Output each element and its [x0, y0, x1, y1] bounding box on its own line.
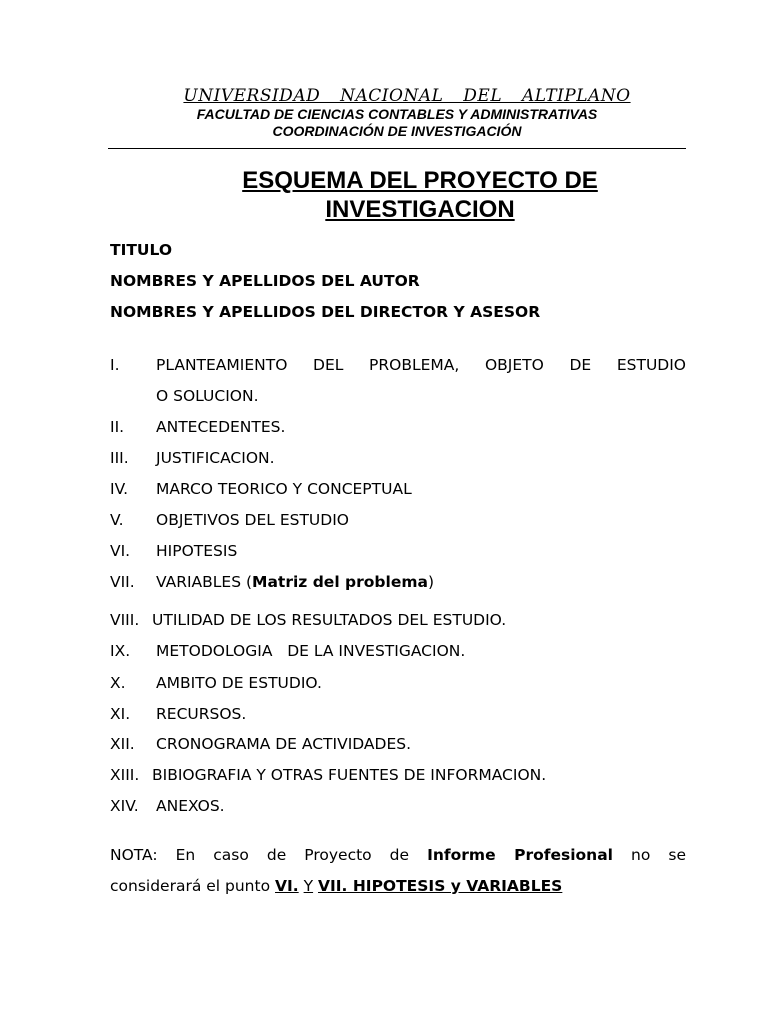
note-prefix: NOTA: En caso de Proyecto de — [110, 846, 410, 864]
header-divider — [108, 148, 686, 149]
document-header — [108, 86, 686, 140]
item-text: RECURSOS. — [156, 705, 247, 723]
item-number: VI. — [110, 542, 131, 560]
item-text: METODOLOGIA DE LA INVESTIGACION. — [156, 642, 466, 660]
item-number: IV. — [110, 480, 129, 498]
field-autor: NOMBRES Y APELLIDOS DEL AUTOR — [110, 272, 420, 290]
field-titulo: TITULO — [110, 241, 172, 259]
item-text: PLANTEAMIENTO DEL PROBLEMA, OBJETO DE ESTUDIO — [156, 356, 686, 374]
note-line-1 — [110, 840, 686, 871]
field-director: NOMBRES Y APELLIDOS DEL DIRECTOR Y ASESOR — [110, 303, 541, 321]
item-text: JUSTIFICACION. — [156, 449, 275, 467]
note-line-2 — [110, 871, 686, 902]
document-title — [222, 166, 618, 224]
item-text: BIBIOGRAFIA Y OTRAS FUENTES DE INFORMACION. — [152, 766, 547, 784]
item-text: HIPOTESIS — [156, 542, 238, 560]
item-number: VIII. — [110, 611, 140, 629]
university-name: UNIVERSIDAD NACIONAL DEL ALTIPLANO — [183, 86, 631, 106]
item-number: II. — [110, 418, 125, 436]
item-number: III. — [110, 449, 129, 467]
faculty-name: FACULTAD DE CIENCIAS CONTABLES Y ADMINISTRATIVAS — [196, 106, 598, 122]
title-line-2: INVESTIGACION — [325, 196, 515, 223]
item-text-continued: O SOLUCION. — [156, 387, 259, 405]
item-text-before: VARIABLES ( — [156, 573, 253, 591]
note-paragraph — [110, 840, 686, 902]
title-line-1: ESQUEMA DEL PROYECTO DE — [242, 167, 598, 194]
item-number: XI. — [110, 705, 131, 723]
item-number: IX. — [110, 642, 131, 660]
item-number: XIV. — [110, 797, 139, 815]
item-number: I. — [110, 356, 120, 374]
note-plain-y: Y — [303, 877, 314, 895]
item-text: UTILIDAD DE LOS RESULTADOS DEL ESTUDIO. — [152, 611, 507, 629]
item-text-bold: Matriz del problema — [252, 573, 428, 591]
item-text: AMBITO DE ESTUDIO. — [156, 674, 322, 692]
note-line2-prefix: considerará el punto — [110, 877, 271, 895]
coordination-name: COORDINACIÓN DE INVESTIGACIÓN — [272, 123, 522, 139]
item-text: CRONOGRAMA DE ACTIVIDADES. — [156, 735, 412, 753]
item-text: MARCO TEORICO Y CONCEPTUAL — [156, 480, 412, 498]
item-number: VII. — [110, 573, 135, 591]
item-text — [156, 567, 434, 598]
item-text: ANTECEDENTES. — [156, 418, 286, 436]
note-bold-informe: Informe Profesional — [427, 846, 613, 864]
item-text: OBJETIVOS DEL ESTUDIO — [156, 511, 349, 529]
item-text: ANEXOS. — [156, 797, 225, 815]
item-number: XIII. — [110, 766, 140, 784]
item-number: V. — [110, 511, 124, 529]
item-text-after: ) — [427, 573, 435, 591]
note-suffix: no se — [631, 846, 686, 864]
note-bold-vii: VII. HIPOTESIS y VARIABLES — [318, 877, 563, 895]
item-number: XII. — [110, 735, 135, 753]
item-number: X. — [110, 674, 126, 692]
note-bold-vi: VI. — [275, 877, 299, 895]
outline-item — [110, 350, 686, 412]
